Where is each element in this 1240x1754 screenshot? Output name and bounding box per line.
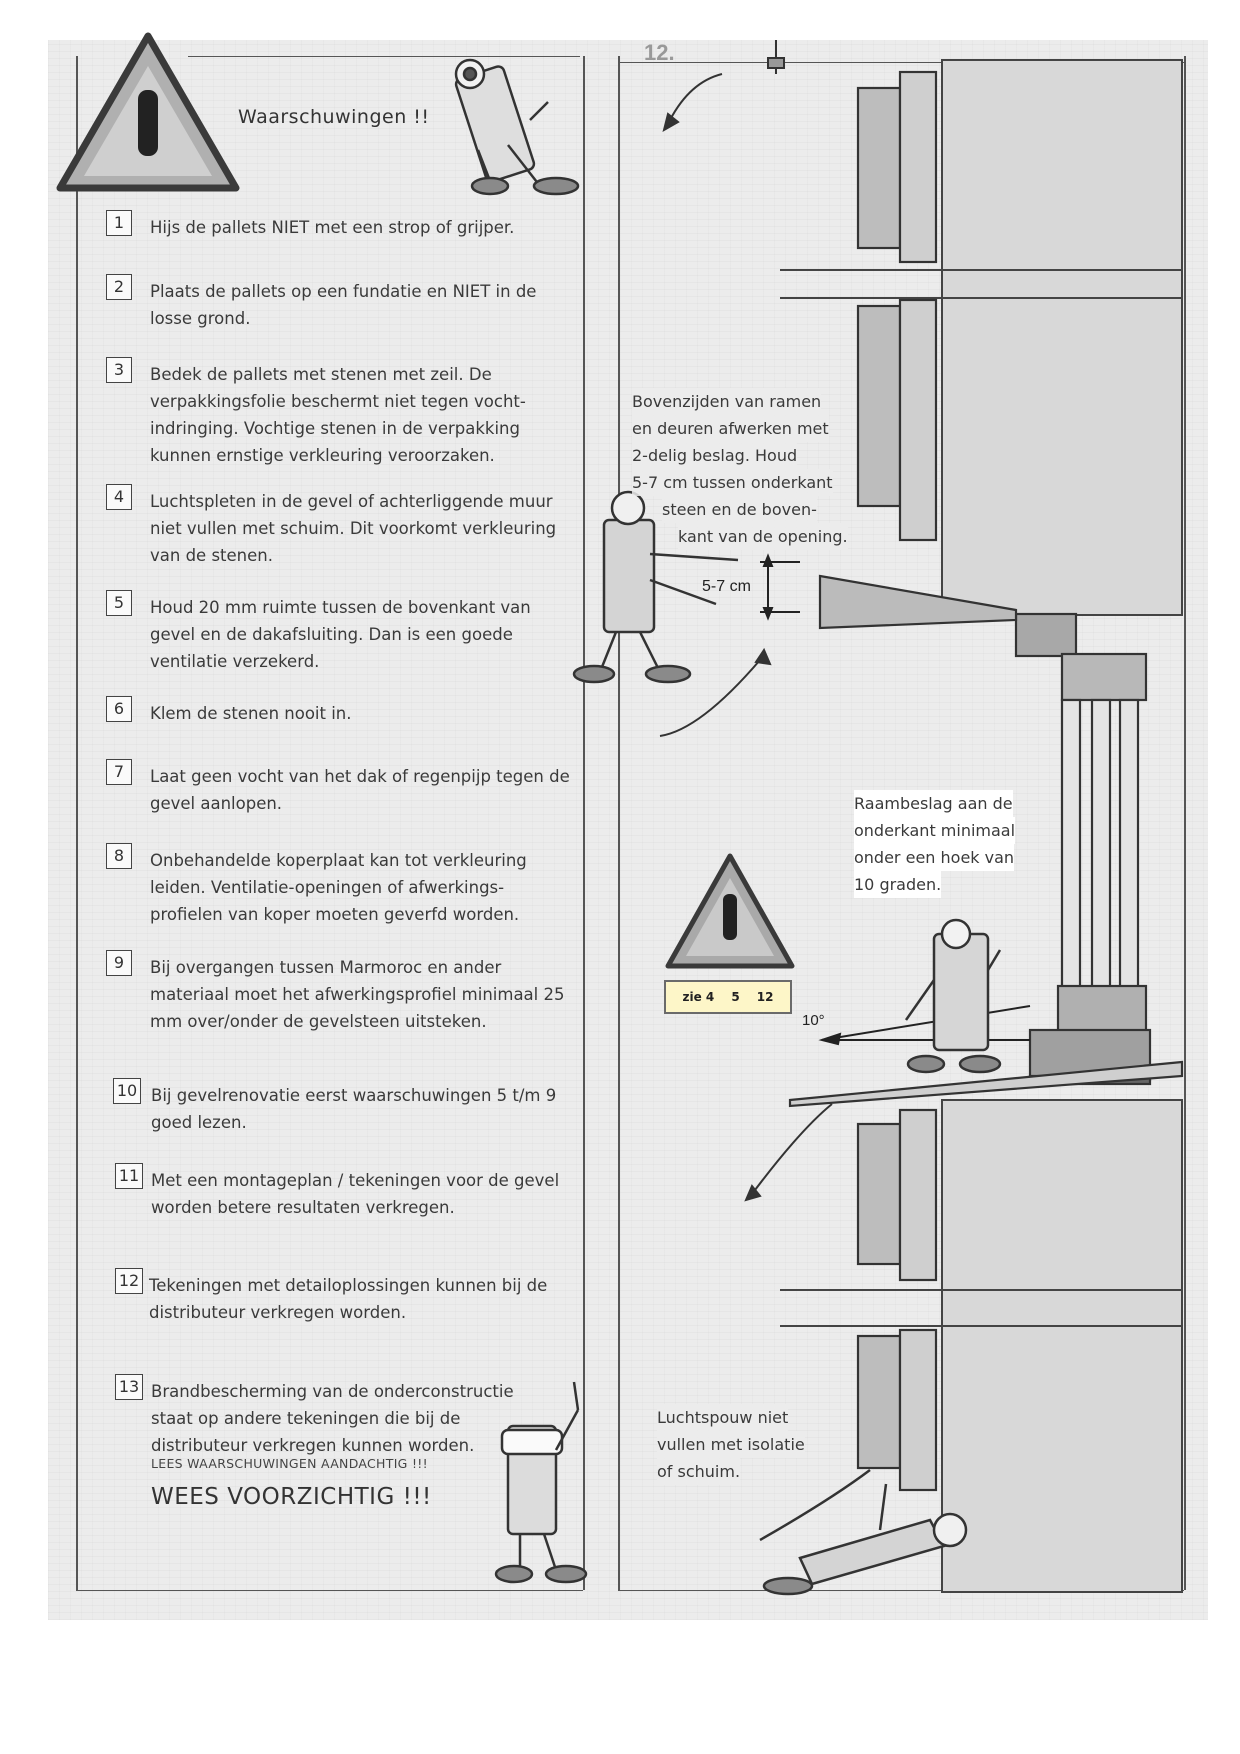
annotation-top-line-1: Bovenzijden van ramen — [632, 388, 821, 415]
warning-number: 2 — [106, 274, 132, 300]
warning-number: 10 — [113, 1078, 141, 1104]
reference-box — [664, 980, 792, 1014]
warning-text: Plaats de pallets op een fundatie en NIET in de losse grond. — [150, 282, 537, 328]
warning-text: Houd 20 mm ruimte tussen de bovenkant van gevel en de dakafsluiting. Dan is een goede ventilatie verzekerd. — [150, 598, 531, 671]
reference-label: zie 4 — [682, 990, 715, 1004]
angle-indicator — [822, 1006, 1030, 1044]
mascot-sill-icon — [906, 920, 1000, 1072]
warning-number: 4 — [106, 484, 132, 510]
warning-text: Bij overgangen tussen Marmoroc en ander materiaal moet het afwerkingsprofiel minimaal 25 mm over/onder de gevelsteen uitsteken. — [150, 958, 565, 1031]
warning-number: 3 — [106, 357, 132, 383]
warning-number: 9 — [106, 950, 132, 976]
annotation-bottom-line-1: Luchtspouw niet — [657, 1404, 788, 1431]
annotation-bottom-line-2: vullen met isolatie — [657, 1431, 805, 1458]
warning-text: Tekeningen met detailoplossingen kunnen bij de distributeur verkregen worden. — [149, 1276, 548, 1322]
page-title: Waarschuwingen !! — [238, 106, 430, 128]
facade-stones — [858, 72, 936, 1490]
annotation-middle-line-2: onderkant minimaal — [854, 817, 1015, 844]
warning-number: 13 — [115, 1374, 143, 1400]
annotation-middle-line-4: 10 graden. — [854, 871, 941, 898]
warning-text: Luchtspleten in de gevel of achterliggende muur niet vullen met schuim. Dit voorkomt verkleuring van de stenen. — [150, 492, 557, 565]
annotation-bottom-line-3: of schuim. — [657, 1458, 740, 1485]
annotation-top-line-6: kant van de opening. — [678, 523, 848, 550]
annotation-middle-line-3: onder een hoek van — [854, 844, 1014, 871]
measure-label: 5-7 cm — [702, 578, 751, 595]
warning-text: Klem de stenen nooit in. — [150, 704, 352, 723]
section-number: 12. — [644, 40, 675, 65]
warning-text: Hijs de pallets NIET met een strop of grijper. — [150, 218, 515, 237]
warning-number: 8 — [106, 843, 132, 869]
reference-num: 5 — [731, 990, 740, 1004]
reference-num: 12 — [756, 990, 774, 1004]
be-careful-note: WEES VOORZICHTIG !!! — [151, 1484, 432, 1510]
warning-text: Brandbescherming van de onderconstructie staat op andere tekeningen die bij de distributeur verkregen kunnen worden. — [151, 1382, 514, 1455]
annotation-top-line-5: steen en de boven- — [662, 496, 817, 523]
annotation-top-line-2: en deuren afwerken met — [632, 415, 829, 442]
angle-label: 10° — [802, 1012, 825, 1029]
section-bolt-icon — [664, 40, 784, 130]
warning-number: 11 — [115, 1163, 143, 1189]
warning-text: Laat geen vocht van het dak of regenpijp tegen de gevel aanlopen. — [150, 767, 570, 813]
warning-number: 5 — [106, 590, 132, 616]
warning-text: Bedek de pallets met stenen met zeil. De verpakkingsfolie beschermt niet tegen vocht-indringing. Vochtige stenen in de verpakking kunnen ernstige verkleuring veroorzaken. — [150, 365, 526, 465]
warning-number: 6 — [106, 696, 132, 722]
warning-text: Onbehandelde koperplaat kan tot verkleuring leiden. Ventilatie-openingen of afwerkings-profielen van koper moeten geverfd worden. — [150, 851, 527, 924]
warning-text: Met een montageplan / tekeningen voor de gevel worden betere resultaten verkregen. — [151, 1171, 560, 1217]
warning-text: Bij gevelrenovatie eerst waarschuwingen 5 t/m 9 goed lezen. — [151, 1086, 557, 1132]
annotation-top-line-4: 5-7 cm tussen onderkant — [632, 469, 833, 496]
read-carefully-note: LEES WAARSCHUWINGEN AANDACHTIG !!! — [151, 1456, 428, 1471]
warning-number: 12 — [115, 1268, 143, 1294]
annotation-top-line-3: 2-delig beslag. Houd — [632, 442, 797, 469]
small-warning-triangle-icon — [668, 856, 792, 966]
big-warning-triangle-icon — [60, 36, 236, 188]
measure-bracket — [760, 556, 800, 618]
warning-number: 7 — [106, 759, 132, 785]
warning-number: 1 — [106, 210, 132, 236]
mascot-top-icon — [455, 60, 578, 194]
annotation-middle-line-1: Raambeslag aan de — [854, 790, 1013, 817]
